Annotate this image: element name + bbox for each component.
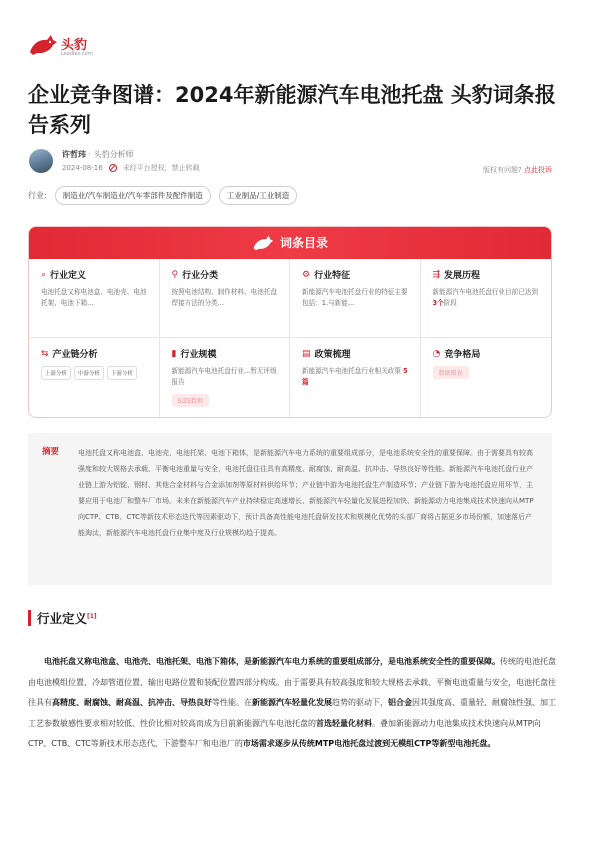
size-data-pill[interactable]: SIZE数据 [172,394,209,407]
toc-item-title: 行业定义 [50,271,87,281]
leopard-logo-icon [252,235,274,251]
body-text: 趋势的驱动下， [332,698,388,707]
toc-item-desc: 新能源汽车电池托盘行业的特征主要包括：1.与新能... [302,288,408,307]
toc-item-desc: 电池托盘又称电池盒、电池壳、电池托架、电池下箱... [41,288,147,307]
section-bar [28,610,31,626]
page-title: 企业竞争图谱：2024年新能源汽车电池托盘 头豹词条报告系列 [28,83,556,137]
timeline-icon: ⇶ [432,269,441,280]
downstream-tag[interactable]: 下游分析 [107,366,137,380]
toc-item-title: 行业规模 [180,350,217,360]
midstream-tag[interactable]: 中游分析 [74,366,104,380]
bold-text: 高精度、耐腐蚀、耐高温、抗冲击、导热良好 [52,698,212,707]
bold-text: 首选轻量化材料 [316,718,372,728]
toc-item-desc [302,366,410,388]
toc-item-title: 政策梳理 [314,350,351,360]
toc-item-title: 产业链分析 [52,350,98,360]
copy-notice: 未经平台授权，禁止转载 [122,164,200,172]
toc-item-scale[interactable] [160,338,291,417]
footnote-ref[interactable]: [1] [87,612,97,620]
body-text: 传统的电池托盘由电池模组位置、冷却管道位置、输出电路位置和装配位置四部分构成。由于需要具有较高强度和较大规格去承载、平衡电池重量与安全，电池托盘往往具有 [28,657,556,707]
toc-card [28,226,552,418]
policy-count: 5篇 [302,367,408,386]
brand-name: 头豹 [61,38,88,53]
body-text: 因其强度高、重量轻、耐腐蚀性强、加工工艺参数敏感性要求相对较低、性价比相对较高而成为目前新能源汽车电池托盘的 [28,698,556,728]
brand-logo[interactable] [28,32,118,60]
industry-tag[interactable]: 制造业/汽车制造业/汽车零部件及配件制造 [55,186,211,205]
desc-text: 新能源汽车电池托盘行业相关政策 [302,367,401,375]
meta-line [62,163,200,173]
toc-item-classification[interactable] [160,259,291,338]
industry-tag[interactable]: 工业制品/工业制造 [219,186,298,205]
bar-chart-icon: ▮ [171,348,177,359]
bold-text: 铝合金 [388,698,412,707]
chip-icon: ⚙ [302,269,311,280]
desc-text: 阶段 [443,299,457,307]
toc-item-chain[interactable] [29,338,160,417]
industry-row [28,186,297,205]
toc-item-history[interactable] [421,259,552,338]
tree-icon: ⚲ [171,269,179,280]
definition-paragraph [28,652,562,755]
chart-data-pill[interactable]: 数据图表 [433,366,469,379]
upstream-tag[interactable]: 上游分析 [41,366,71,380]
leopard-logo-icon [28,34,58,56]
copyright-line [483,165,552,175]
author-name[interactable]: 许哲玮 [62,150,86,159]
avatar[interactable] [29,149,53,173]
toc-item-desc: 按照电池结构、制作材料、电池托盘焊接方法的分类... [171,288,277,307]
toc-title: 词条目录 [279,236,329,250]
bold-text: 市场需求逐步从传统MTP电池托盘过渡到无模组CTP等新型电池托盘。 [242,739,496,748]
bold-text: 新能源汽车轻量化发展 [252,698,332,707]
author-role: · 头豹分析师 [88,150,134,159]
desc-text: 新能源汽车电池托盘行业目前已达到 [432,288,538,296]
report-link[interactable]: 点此投诉 [524,166,552,174]
section-heading [28,609,97,627]
pie-icon: ◔ [432,348,441,359]
copyright-question: 版权有问题? [483,166,522,174]
abstract-box [28,433,552,585]
industry-label: 行业: [28,191,47,200]
toc-item-desc [433,287,542,309]
ban-icon [109,164,117,172]
toc-item-policy[interactable] [290,338,421,417]
abstract-label: 摘要 [42,447,60,457]
body-text: 等性能。在 [212,698,252,707]
abstract-text: 电池托盘又称电池盒、电池壳、电池托架、电池下箱体，是新能源汽车电力系统的重要组成部分，是电池系统安全性的重要保障。由于需要具有较高强度和较大规格去承载、平衡电池重量与安全，电池托盘往往具有高精度、耐腐蚀、耐高温、抗冲击、导热良好等性能。新能源汽车电池托盘行业产业链上游为铝锭、钢材、其他合金材料与合金添加剂等原材料供给环节；产业链中游为电池托盘生产制造环节；产业链下游为电池托盘应用环节，主要应用于电池厂和整车厂市场。未来在新能源汽车产业持续稳定高速增长、新能源汽车轻量化发展进程加快、新能源动力电池集成技术快速向从MTP向CTP、CTB、CTC等新技术形态迭代等因素驱动下，预计具备高性能电池托盘研发技术和规模化优势的头部厂商将占据更多市场份额，加速落后产能淘汰，新能源汽车电池托盘行业集中度及行业规模均趋于提高。 [78,449,534,537]
brand-domain: Leadleo.com [61,51,93,57]
toc-item-definition[interactable] [29,259,160,338]
toc-header [29,227,551,259]
bold-text: 电池托盘又称电池盒、电池壳、电池托架、电池下箱体，是新能源汽车电力系统的重要组成部分，是电池系统安全性的重要保障。 [44,657,500,666]
toc-item-title: 竞争格局 [444,350,481,360]
toc-item-title: 行业特征 [314,271,351,281]
toc-item-competition[interactable] [421,338,552,417]
toc-item-features[interactable] [290,259,421,338]
toc-item-title: 行业分类 [182,271,219,281]
toc-item-desc: 新能源汽车电池托盘行业...暂无评级报告 [171,367,277,386]
chain-icon: ⇆ [41,348,49,359]
section-title [37,609,97,627]
body-text: 。叠加新能源动力电池集成技术快速向从MTP向CTP、CTB、CTC等新技术形态迭代，下游整车厂和电池厂的 [28,718,541,748]
toc-item-title: 发展历程 [444,271,481,281]
author-line [62,149,134,160]
policy-icon: ▤ [302,348,311,359]
search-icon: ⌕ [41,269,47,280]
stage-count: 3个 [432,299,444,307]
publish-date: 2024-08-16 [62,164,103,172]
section-title-text: 行业定义 [37,611,88,626]
